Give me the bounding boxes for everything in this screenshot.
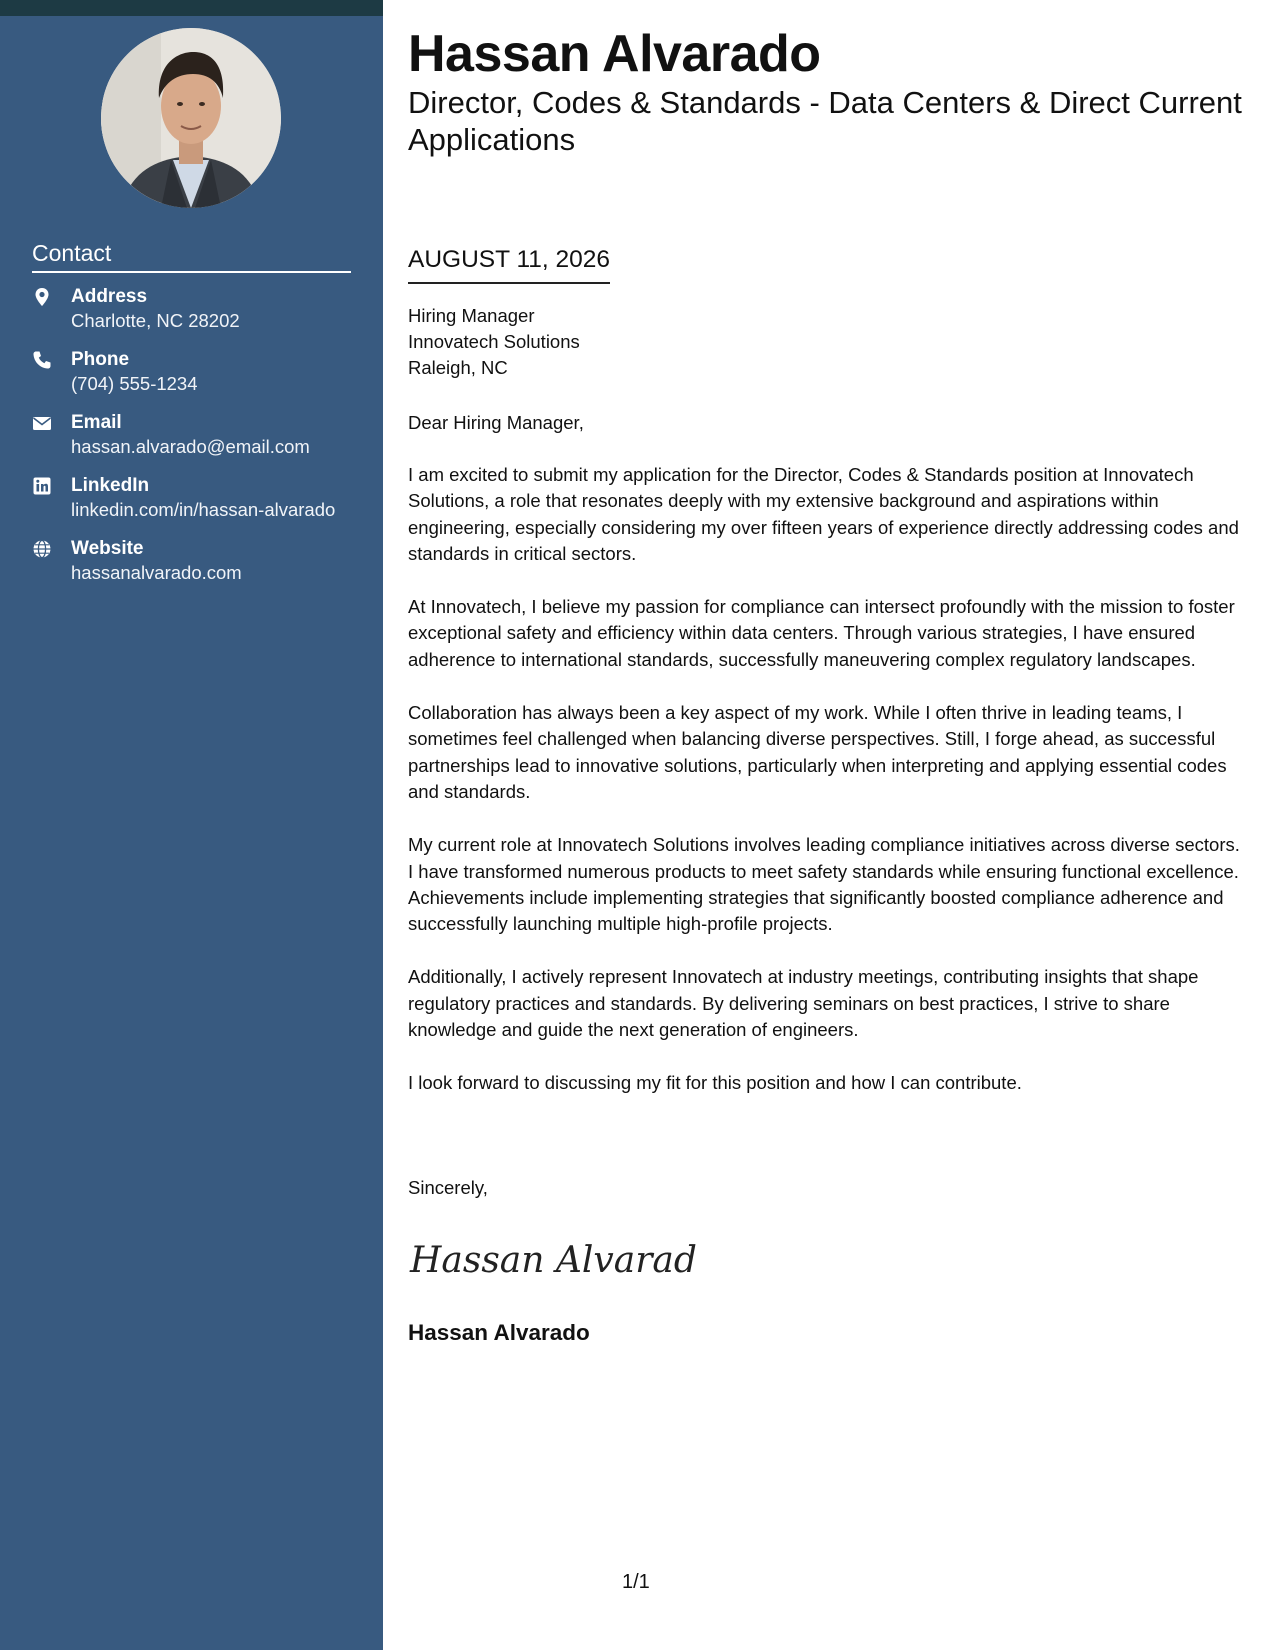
page-number: 1/1: [622, 1571, 650, 1593]
linkedin-icon: [32, 476, 52, 496]
avatar-portrait: [101, 28, 281, 208]
phone-icon: [32, 350, 52, 370]
contact-value: linkedin.com/in/hassan-alvarado: [71, 499, 336, 520]
globe-icon: [32, 539, 52, 559]
greeting: Dear Hiring Manager,: [408, 412, 584, 433]
body-paragraph: At Innovatech, I believe my passion for compliance can intersect profoundly with the mission to foster exceptional safety and efficiency within data centers. Through various strategies, I have ensured adherence to international standards, successfully maneuvering complex regulatory landscapes.: [408, 596, 1235, 670]
body-paragraph: My current role at Innovatech Solutions involves leading compliance initiatives across diverse sectors. I have transformed numerous products to meet safety standards while ensuring functional excellence. Achievements include implementing strategies that significantly boosted compliance adherence and successfully launching multiple high-profile projects.: [408, 834, 1240, 935]
contact-value: hassan.alvarado@email.com: [71, 436, 310, 457]
contact-heading: Contact: [32, 240, 351, 273]
closing: Sincerely,: [408, 1177, 488, 1198]
body-paragraph: I am excited to submit my application for the Director, Codes & Standards position at Innovatech Solutions, a role that resonates deeply with my extensive background and aspirations within engineering, especially considering my over fifteen years of experience directly addressing codes and standards in critical sectors.: [408, 464, 1239, 564]
contact-list: [32, 285, 362, 600]
applicant-name: Hassan Alvarado: [408, 25, 821, 83]
contact-label: Address: [71, 286, 148, 307]
letter-date: AUGUST 11, 2026: [408, 244, 610, 284]
contact-label: LinkedIn: [71, 475, 150, 496]
sidebar: [0, 0, 383, 1650]
letter-body: [408, 462, 1248, 1124]
job-title: Director, Codes & Standards - Data Centers & Direct Current Applications: [408, 85, 1242, 157]
avatar: [101, 28, 281, 208]
recipient-line: Raleigh, NC: [408, 357, 508, 378]
recipient-block: [408, 303, 580, 381]
envelope-icon: [32, 413, 52, 433]
body-paragraph: I look forward to discussing my fit for this position and how I can contribute.: [408, 1072, 1022, 1094]
contact-label: Phone: [71, 349, 130, 370]
sidebar-top-bar: [0, 0, 383, 16]
contact-label: Website: [71, 538, 144, 559]
contact-label: Email: [71, 412, 122, 433]
contact-website: [32, 537, 362, 600]
contact-email: [32, 411, 362, 474]
contact-value: (704) 555-1234: [71, 373, 198, 394]
map-pin-icon: [32, 287, 52, 307]
contact-value: hassanalvarado.com: [71, 562, 242, 583]
contact-phone: [32, 348, 362, 411]
recipient-line: Innovatech Solutions: [408, 331, 580, 352]
body-paragraph: Additionally, I actively represent Innovatech at industry meetings, contributing insights that shape regulatory practices and standards. By delivering seminars on best practices, I strive to share knowledge and guide the next generation of engineers.: [408, 966, 1199, 1041]
contact-value: Charlotte, NC 28202: [71, 310, 240, 331]
body-paragraph: Collaboration has always been a key aspect of my work. While I often thrive in leading teams, I sometimes feel challenged when balancing diverse perspectives. Still, I forge ahead, as successful partnerships lead to innovative solutions, particularly when interpreting and applying essential codes and standards.: [408, 702, 1227, 802]
contact-linkedin: [32, 474, 362, 537]
signer-name: Hassan Alvarado: [408, 1320, 590, 1345]
recipient-line: Hiring Manager: [408, 305, 535, 326]
signature-text: Hassan Alvarad: [410, 1240, 697, 1281]
signature-image: [408, 1228, 698, 1288]
contact-address: [32, 285, 362, 348]
